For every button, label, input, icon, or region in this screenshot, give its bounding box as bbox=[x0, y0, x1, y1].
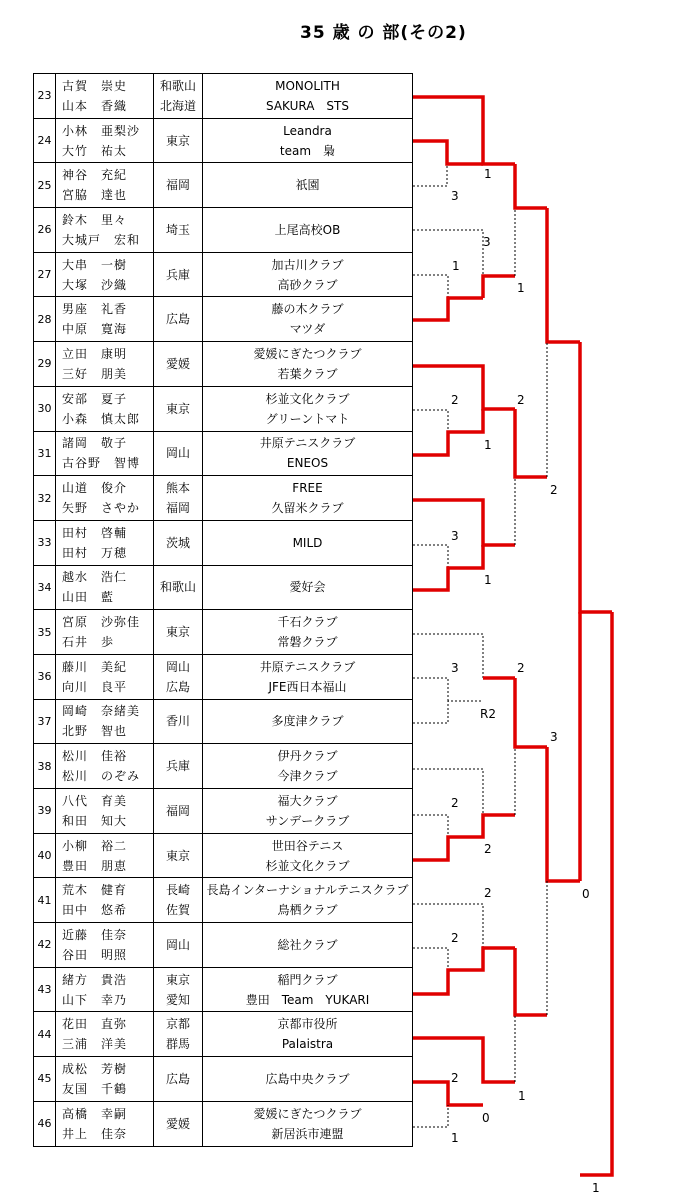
loser-path bbox=[413, 275, 448, 298]
winner-path bbox=[515, 164, 547, 208]
match-score: 1 bbox=[484, 573, 492, 587]
entry-number: 32 bbox=[34, 476, 56, 521]
match-score: 2 bbox=[484, 842, 492, 856]
player-names-line: 男座 礼香 bbox=[62, 302, 128, 317]
match-score: 0 bbox=[582, 887, 590, 901]
club-name-line: 井原テニスクラブ bbox=[259, 436, 356, 451]
match-score: 2 bbox=[451, 393, 459, 407]
prefecture-line: 福岡 bbox=[165, 178, 190, 193]
entry-number: 25 bbox=[34, 163, 56, 208]
club-name-line: 京都市役所 bbox=[277, 1017, 338, 1032]
loser-path bbox=[413, 769, 483, 815]
player-names-line: 宮脇 達也 bbox=[62, 188, 128, 203]
player-names-line: 小森 慎太郎 bbox=[62, 411, 141, 426]
player-names-line: 神谷 充紀 bbox=[62, 168, 128, 183]
player-names-line: 中原 寛海 bbox=[62, 322, 128, 337]
prefecture-line: 愛媛 bbox=[165, 1116, 190, 1131]
match-score: 2 bbox=[517, 393, 525, 407]
club-name-line: 藤の木クラブ bbox=[271, 302, 344, 317]
prefecture-line: 東京 bbox=[165, 133, 190, 148]
entry-number: 35 bbox=[34, 610, 56, 655]
entry-number: 27 bbox=[34, 252, 56, 297]
winner-path bbox=[413, 141, 483, 164]
club-name-line: 稲門クラブ bbox=[277, 972, 338, 987]
club-name-line: SAKURA STS bbox=[265, 98, 349, 113]
player-names-line: 田中 悠希 bbox=[62, 903, 128, 918]
match-score: 3 bbox=[483, 235, 491, 249]
club-name-line: サンデークラブ bbox=[265, 813, 350, 828]
entry-number: 46 bbox=[34, 1101, 56, 1146]
entry-number: 30 bbox=[34, 386, 56, 431]
winner-path bbox=[547, 208, 580, 342]
player-names-line: 立田 康明 bbox=[62, 346, 128, 361]
club-name-line: team 梟 bbox=[279, 143, 336, 158]
club-name-line: 今津クラブ bbox=[277, 769, 338, 784]
club-name-line: グリーントマト bbox=[265, 411, 350, 426]
player-names-line: 山田 藍 bbox=[62, 590, 115, 605]
prefecture-line: 東京 bbox=[165, 625, 190, 640]
loser-path bbox=[413, 545, 448, 568]
club-name-line: 新居浜市連盟 bbox=[271, 1126, 344, 1141]
winner-path bbox=[413, 366, 515, 409]
entry-number: 37 bbox=[34, 699, 56, 744]
prefecture-line: 岡山 bbox=[165, 937, 190, 952]
club-name-line: Palaistra bbox=[281, 1037, 334, 1052]
loser-path bbox=[413, 634, 483, 678]
loser-path bbox=[413, 904, 483, 948]
match-score: 2 bbox=[484, 886, 492, 900]
player-names-line: 諸岡 敬子 bbox=[62, 436, 128, 451]
match-score: 2 bbox=[451, 1071, 459, 1085]
player-names-line: 小柳 裕二 bbox=[62, 838, 128, 853]
winner-path bbox=[515, 678, 547, 747]
entry-number: 41 bbox=[34, 878, 56, 923]
player-names-line: 和田 知大 bbox=[62, 813, 128, 828]
prefecture-line: 広島 bbox=[165, 679, 190, 694]
prefecture-line: 広島 bbox=[165, 1071, 190, 1086]
winner-path bbox=[515, 948, 547, 1015]
winner-path bbox=[413, 1082, 483, 1105]
prefecture-line: 岡山 bbox=[165, 446, 190, 461]
club-name-line: 祇園 bbox=[295, 178, 320, 193]
prefecture-line: 群馬 bbox=[165, 1037, 190, 1052]
entry-number: 34 bbox=[34, 565, 56, 610]
prefecture-line: 佐賀 bbox=[165, 903, 190, 918]
prefecture-line: 兵庫 bbox=[165, 267, 190, 282]
winner-path bbox=[547, 747, 580, 881]
prefecture-line: 茨城 bbox=[165, 535, 190, 550]
prefecture-line: 兵庫 bbox=[165, 759, 190, 774]
entry-number: 24 bbox=[34, 118, 56, 163]
entry-number: 36 bbox=[34, 654, 56, 699]
entry-number: 29 bbox=[34, 342, 56, 387]
player-names-line: 古賀 崇史 bbox=[62, 78, 128, 93]
prefecture-line: 愛媛 bbox=[165, 356, 190, 371]
club-name-line: ENEOS bbox=[286, 456, 329, 471]
loser-path bbox=[413, 815, 448, 837]
winner-path bbox=[515, 409, 547, 477]
player-names-line: 山道 俊介 bbox=[62, 481, 128, 496]
player-names-line: 大串 一樹 bbox=[62, 257, 128, 272]
entry-number: 45 bbox=[34, 1057, 56, 1102]
loser-path bbox=[413, 164, 447, 186]
entry-number: 39 bbox=[34, 789, 56, 834]
prefecture-line: 広島 bbox=[165, 312, 190, 327]
entry-number: 43 bbox=[34, 967, 56, 1012]
club-name-line: 愛媛にぎたつクラブ bbox=[253, 346, 362, 361]
club-name-line: MONOLITH bbox=[275, 78, 340, 93]
match-score: 2 bbox=[451, 796, 459, 810]
entry-number: 44 bbox=[34, 1012, 56, 1057]
prefecture-line: 和歌山 bbox=[159, 78, 196, 93]
player-names-line: 松川 佳裕 bbox=[62, 749, 128, 764]
winner-path bbox=[413, 948, 515, 994]
prefecture-line: 和歌山 bbox=[159, 580, 196, 595]
entry-number: 40 bbox=[34, 833, 56, 878]
player-names-line: 近藤 佳奈 bbox=[62, 927, 128, 942]
club-name-line: 愛好会 bbox=[289, 580, 326, 595]
player-names-line: 大竹 祐太 bbox=[62, 143, 128, 158]
match-score: 1 bbox=[451, 1131, 459, 1145]
player-names-line: 高橋 幸嗣 bbox=[62, 1106, 128, 1121]
match-score: 2 bbox=[451, 931, 459, 945]
player-names-line: 大塚 沙織 bbox=[62, 277, 128, 292]
club-name-line: JFE西日本福山 bbox=[268, 679, 347, 694]
match-score: 3 bbox=[550, 730, 558, 744]
player-names-line: 田村 啓輔 bbox=[62, 525, 128, 540]
match-score: 1 bbox=[518, 1089, 526, 1103]
club-name-line: 伊丹クラブ bbox=[277, 749, 338, 764]
match-score: R2 bbox=[480, 707, 496, 721]
player-names-line: 谷田 明照 bbox=[62, 947, 128, 962]
match-score: 1 bbox=[592, 1181, 600, 1195]
prefecture-line: 愛知 bbox=[165, 992, 190, 1007]
entry-number: 42 bbox=[34, 923, 56, 968]
player-names-line: 八代 育美 bbox=[62, 793, 128, 808]
club-name-line: 加古川クラブ bbox=[271, 257, 344, 272]
club-name-line: 多度津クラブ bbox=[271, 714, 344, 729]
club-name-line: 常磐クラブ bbox=[277, 635, 338, 650]
club-name-line: 上尾高校OB bbox=[274, 222, 341, 237]
club-name-line: FREE bbox=[292, 481, 323, 496]
prefecture-line: 東京 bbox=[165, 401, 190, 416]
player-names-line: 岡崎 奈緒美 bbox=[62, 704, 141, 719]
player-names-line: 矢野 さやか bbox=[62, 501, 141, 516]
club-name-line: 世田谷テニス bbox=[271, 838, 344, 853]
player-names-line: 花田 直弥 bbox=[62, 1017, 128, 1032]
club-name-line: Leandra bbox=[283, 123, 332, 138]
match-score: 1 bbox=[452, 259, 460, 273]
player-names-line: 井上 佳奈 bbox=[62, 1126, 128, 1141]
prefecture-line: 福岡 bbox=[165, 803, 190, 818]
winner-path bbox=[413, 500, 515, 545]
club-name-line: 高砂クラブ bbox=[277, 277, 338, 292]
prefecture-line: 北海道 bbox=[159, 98, 196, 113]
loser-path bbox=[413, 948, 448, 970]
match-score: 3 bbox=[451, 189, 459, 203]
player-names-line: 緒方 貴浩 bbox=[62, 972, 128, 987]
entry-number: 23 bbox=[34, 74, 56, 119]
player-names-line: 山下 幸乃 bbox=[62, 992, 128, 1007]
player-names-line: 北野 智也 bbox=[62, 724, 128, 739]
entry-number: 26 bbox=[34, 208, 56, 253]
player-names-line: 三浦 洋美 bbox=[62, 1037, 128, 1052]
match-score: 3 bbox=[451, 529, 459, 543]
match-score: 1 bbox=[484, 167, 492, 181]
club-name-line: 広島中央クラブ bbox=[265, 1071, 350, 1086]
winner-path bbox=[413, 815, 515, 860]
prefecture-line: 福岡 bbox=[165, 501, 190, 516]
player-names-line: 宮原 沙弥佳 bbox=[62, 615, 141, 630]
player-names-line: 山本 香織 bbox=[62, 98, 128, 113]
loser-path bbox=[413, 678, 448, 701]
prefecture-line: 熊本 bbox=[165, 481, 190, 496]
club-name-line: マツダ bbox=[289, 322, 326, 337]
winner-path bbox=[580, 342, 612, 612]
loser-path bbox=[413, 410, 448, 432]
player-names-line: 藤川 美紀 bbox=[62, 659, 128, 674]
prefecture-line: 香川 bbox=[165, 714, 190, 729]
player-names-line: 荒木 健育 bbox=[62, 883, 128, 898]
entry-number: 31 bbox=[34, 431, 56, 476]
prefecture-line: 埼玉 bbox=[165, 222, 190, 237]
player-names-line: 向川 良平 bbox=[62, 679, 128, 694]
player-names-line: 松川 のぞみ bbox=[62, 769, 141, 784]
loser-path bbox=[413, 701, 483, 723]
match-score: 1 bbox=[484, 438, 492, 452]
player-names-line: 田村 万穂 bbox=[62, 545, 128, 560]
match-score: 3 bbox=[451, 661, 459, 675]
player-names-line: 石井 歩 bbox=[62, 635, 115, 650]
prefecture-line: 京都 bbox=[165, 1017, 190, 1032]
match-score: 0 bbox=[482, 1111, 490, 1125]
club-name-line: 豊田 Team YUKARI bbox=[245, 992, 370, 1007]
player-names-line: 三好 朋美 bbox=[62, 366, 128, 381]
player-names-line: 友国 千鶴 bbox=[62, 1081, 128, 1096]
prefecture-line: 東京 bbox=[165, 848, 190, 863]
player-names-line: 成松 芳樹 bbox=[62, 1061, 128, 1076]
loser-path bbox=[413, 230, 483, 276]
player-names-line: 越水 浩仁 bbox=[62, 570, 128, 585]
entry-number: 38 bbox=[34, 744, 56, 789]
player-names-line: 古谷野 智博 bbox=[62, 456, 141, 471]
club-name-line: 千石クラブ bbox=[277, 615, 338, 630]
prefecture-line: 長崎 bbox=[165, 883, 190, 898]
match-score: 2 bbox=[550, 483, 558, 497]
player-names-line: 豊田 朋恵 bbox=[62, 858, 128, 873]
player-names-line: 安部 夏子 bbox=[62, 391, 128, 406]
club-name-line: 杉並文化クラブ bbox=[265, 391, 350, 406]
winner-path bbox=[413, 1038, 515, 1082]
entry-number: 33 bbox=[34, 520, 56, 565]
player-names-line: 大城戸 宏和 bbox=[62, 232, 141, 247]
player-names-line: 鈴木 里々 bbox=[62, 212, 128, 227]
club-name-line: 福大クラブ bbox=[277, 793, 338, 808]
club-name-line: 総社クラブ bbox=[277, 937, 338, 952]
winner-path bbox=[413, 97, 515, 164]
loser-path bbox=[413, 1105, 448, 1127]
match-score: 2 bbox=[517, 661, 525, 675]
winner-path bbox=[483, 276, 515, 298]
club-name-line: 愛媛にぎたつクラブ bbox=[253, 1106, 362, 1121]
player-names-line: 小林 亜梨沙 bbox=[62, 123, 141, 138]
prefecture-line: 東京 bbox=[165, 972, 190, 987]
club-name-line: 久留米クラブ bbox=[271, 501, 344, 516]
club-name-line: 杉並文化クラブ bbox=[265, 858, 350, 873]
page-title: 35 歳 の 部(その2) bbox=[300, 23, 467, 43]
match-score: 1 bbox=[517, 281, 525, 295]
club-name-line: 井原テニスクラブ bbox=[259, 659, 356, 674]
winner-path bbox=[413, 298, 483, 320]
club-name-line: 長島インターナショナルテニスクラブ bbox=[206, 883, 409, 898]
club-name-line: 若葉クラブ bbox=[277, 366, 338, 381]
prefecture-line: 岡山 bbox=[165, 659, 190, 674]
entry-number: 28 bbox=[34, 297, 56, 342]
club-name-line: MILD bbox=[292, 535, 323, 550]
club-name-line: 鳥栖クラブ bbox=[277, 903, 338, 918]
